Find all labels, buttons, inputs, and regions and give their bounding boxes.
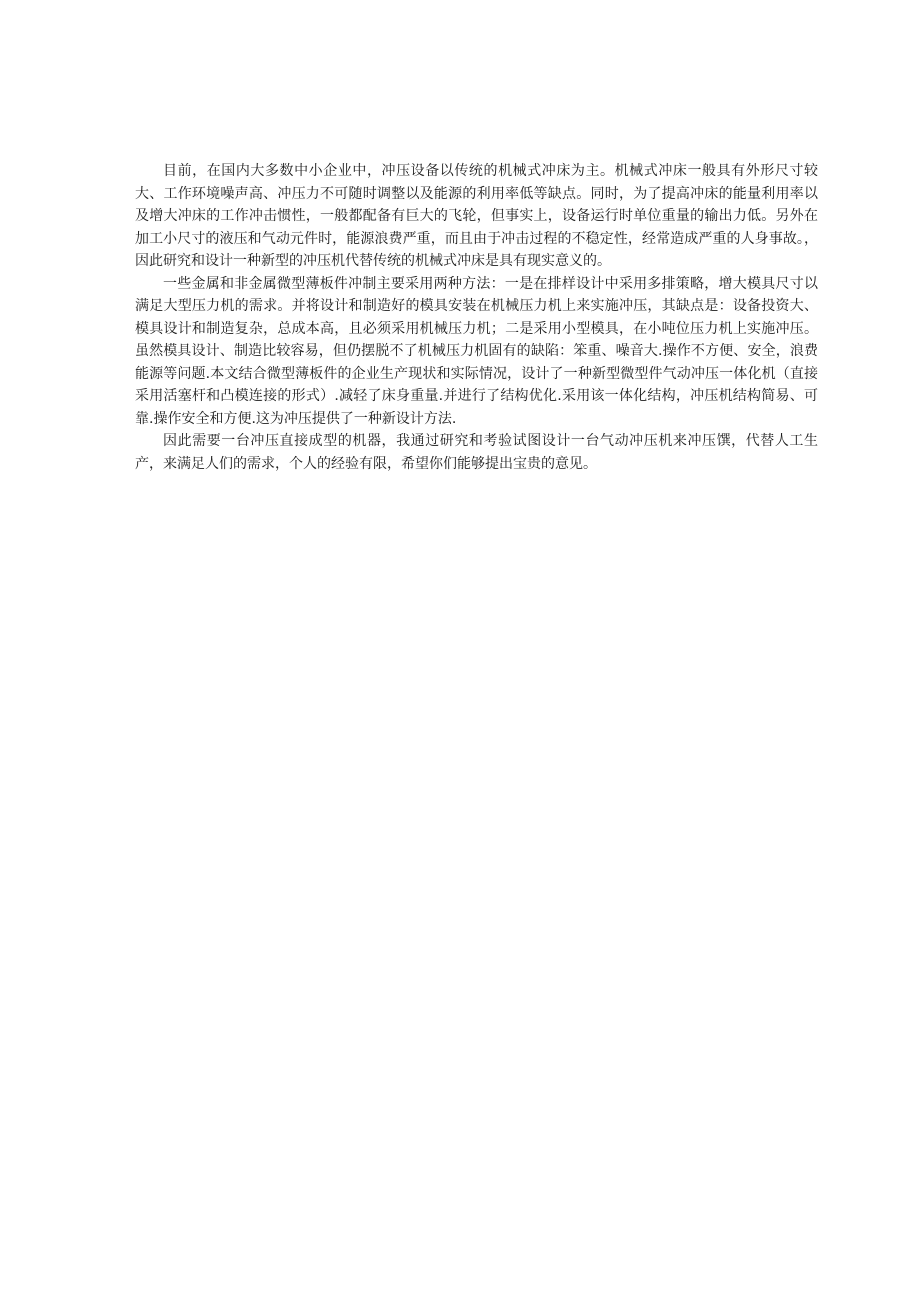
paragraph-2: 一些金属和非金属微型薄板件冲制主要采用两种方法：一是在排样设计中采用多排策略，增大模具尺寸以满足大型压力机的需求。并将设计和制造好的模具安装在机械压力机上来实施冲压，其缺点是：设备投资大、模具设计和制造复杂，总成本高，且必须采用机械压力机；二是采用小型模具，在小吨位压力机上实施冲压。虽然模具设计、制造比较容易，但仍摆脱不了机械压力机固有的缺陷：笨重、噪音大.操作不方便、安全，浪费能源等问题.本文结合微型薄板件的企业生产现状和实际情况，设计了一种新型微型件气动冲压一体化机（直接采用活塞杆和凸模连接的形式）.减轻了床身重量.并进行了结构优化.采用该一体化结构，冲压机结构简易、可靠.操作安全和方便.这为冲压提供了一种新设计方法.: [135, 275, 818, 427]
document-body: [135, 160, 818, 475]
paragraph-1: 目前，在国内大多数中小企业中，冲压设备以传统的机械式冲床为主。机械式冲床一般具有外形尺寸较大、工作环境噪声高、冲压力不可随时调整以及能源的利用率低等缺点。同时，为了提高冲床的能量利用率以及增大冲床的工作冲击惯性，一般都配备有巨大的飞轮，但事实上，设备运行时单位重量的输出力低。另外在加工小尺寸的液压和气动元件时，能源浪费严重，而且由于冲击过程的不稳定性，经常造成严重的人身事故。，因此研究和设计一种新型的冲压机代替传统的机械式冲床是具有现实意义的。: [135, 163, 818, 269]
paragraph-3: 因此需要一台冲压直接成型的机器，我通过研究和考验试图设计一台气动冲压机来冲压馔，代替人工生产，来满足人们的需求，个人的经验有限，希望你们能够提出宝贵的意见。: [135, 433, 818, 472]
